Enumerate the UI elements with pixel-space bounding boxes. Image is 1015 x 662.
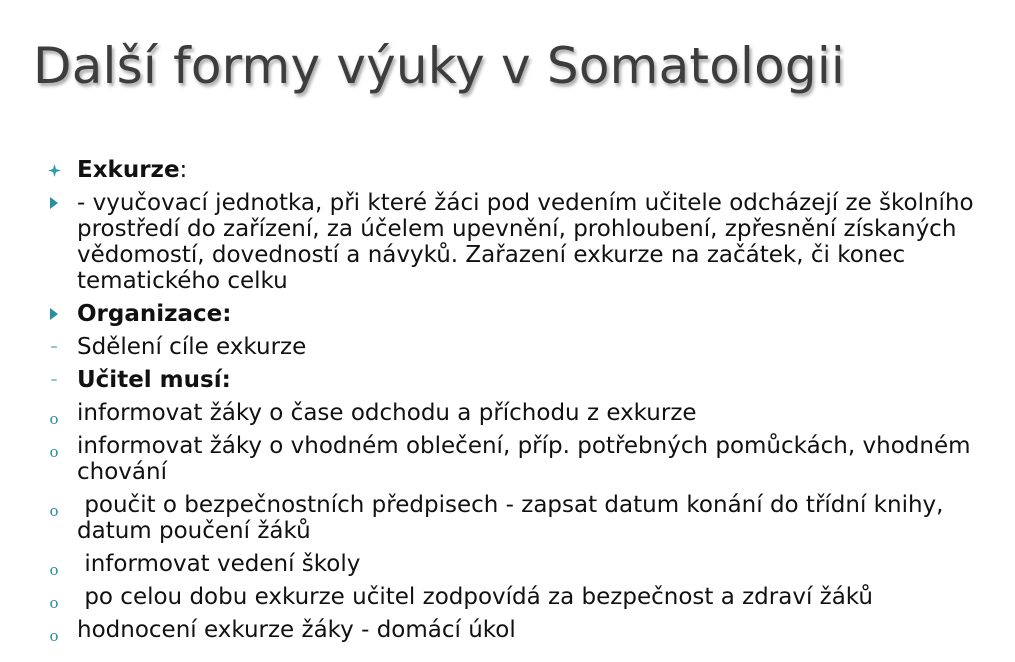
list-item: [40, 301, 985, 327]
item-bold-text: Učitel musí:: [77, 367, 231, 393]
list-item: [40, 157, 985, 183]
slide-title: Další formy výuky v Somatologii: [33, 37, 846, 95]
diamond-bullet-icon: [40, 157, 68, 183]
list-item: [40, 433, 985, 485]
list-item: [40, 334, 985, 360]
item-text: hodnocení exkurze žáky - domácí úkol: [77, 617, 516, 643]
circle-bullet-icon: o: [49, 561, 59, 579]
item-text: :: [179, 157, 188, 183]
slide-content: [40, 157, 985, 650]
item-text: po celou dobu exkurze učitel zodpovídá za bezpečnost a zdraví žáků: [77, 584, 873, 610]
item-text: informovat žáky o čase odchodu a příchodu z exkurze: [77, 400, 697, 426]
circle-bullet-icon: o: [49, 502, 59, 520]
dash-bullet-icon: –: [50, 339, 58, 355]
item-text: informovat žáky o vhodném oblečení, příp. potřebných pomůckách, vhodném chování: [77, 433, 971, 485]
item-text: informovat vedení školy: [77, 551, 361, 577]
circle-bullet-icon: o: [49, 443, 59, 461]
list-item: [40, 367, 985, 393]
circle-bullet-icon: o: [49, 594, 59, 612]
arrow-bullet-icon: [40, 301, 68, 327]
circle-bullet-icon: o: [49, 410, 59, 428]
item-text: Sdělení cíle exkurze: [77, 334, 307, 360]
circle-bullet-icon: o: [49, 627, 59, 645]
list-item: [40, 584, 985, 610]
item-text: poučit o bezpečnostních předpisech - zapsat datum konání do třídní knihy, datum poučení žáků: [77, 492, 959, 544]
list-item: [40, 492, 985, 544]
list-item: [40, 190, 985, 294]
arrow-bullet-icon: [40, 190, 68, 216]
item-bold-text: Organizace:: [77, 301, 232, 327]
list-item: [40, 617, 985, 643]
item-bold-text: Exkurze: [77, 157, 180, 183]
dash-bullet-icon: –: [50, 372, 58, 388]
list-item: [40, 551, 985, 577]
item-text: - vyučovací jednotka, při které žáci pod vedením učitele odcházejí ze školního prostředí do zařízení, za účelem upevnění, prohloubení, zpřesnění získaných vědomostí, dovedností a návyků. Zařazení exkurze na začátek, či konec tematického celku: [77, 190, 974, 294]
list-item: [40, 400, 985, 426]
